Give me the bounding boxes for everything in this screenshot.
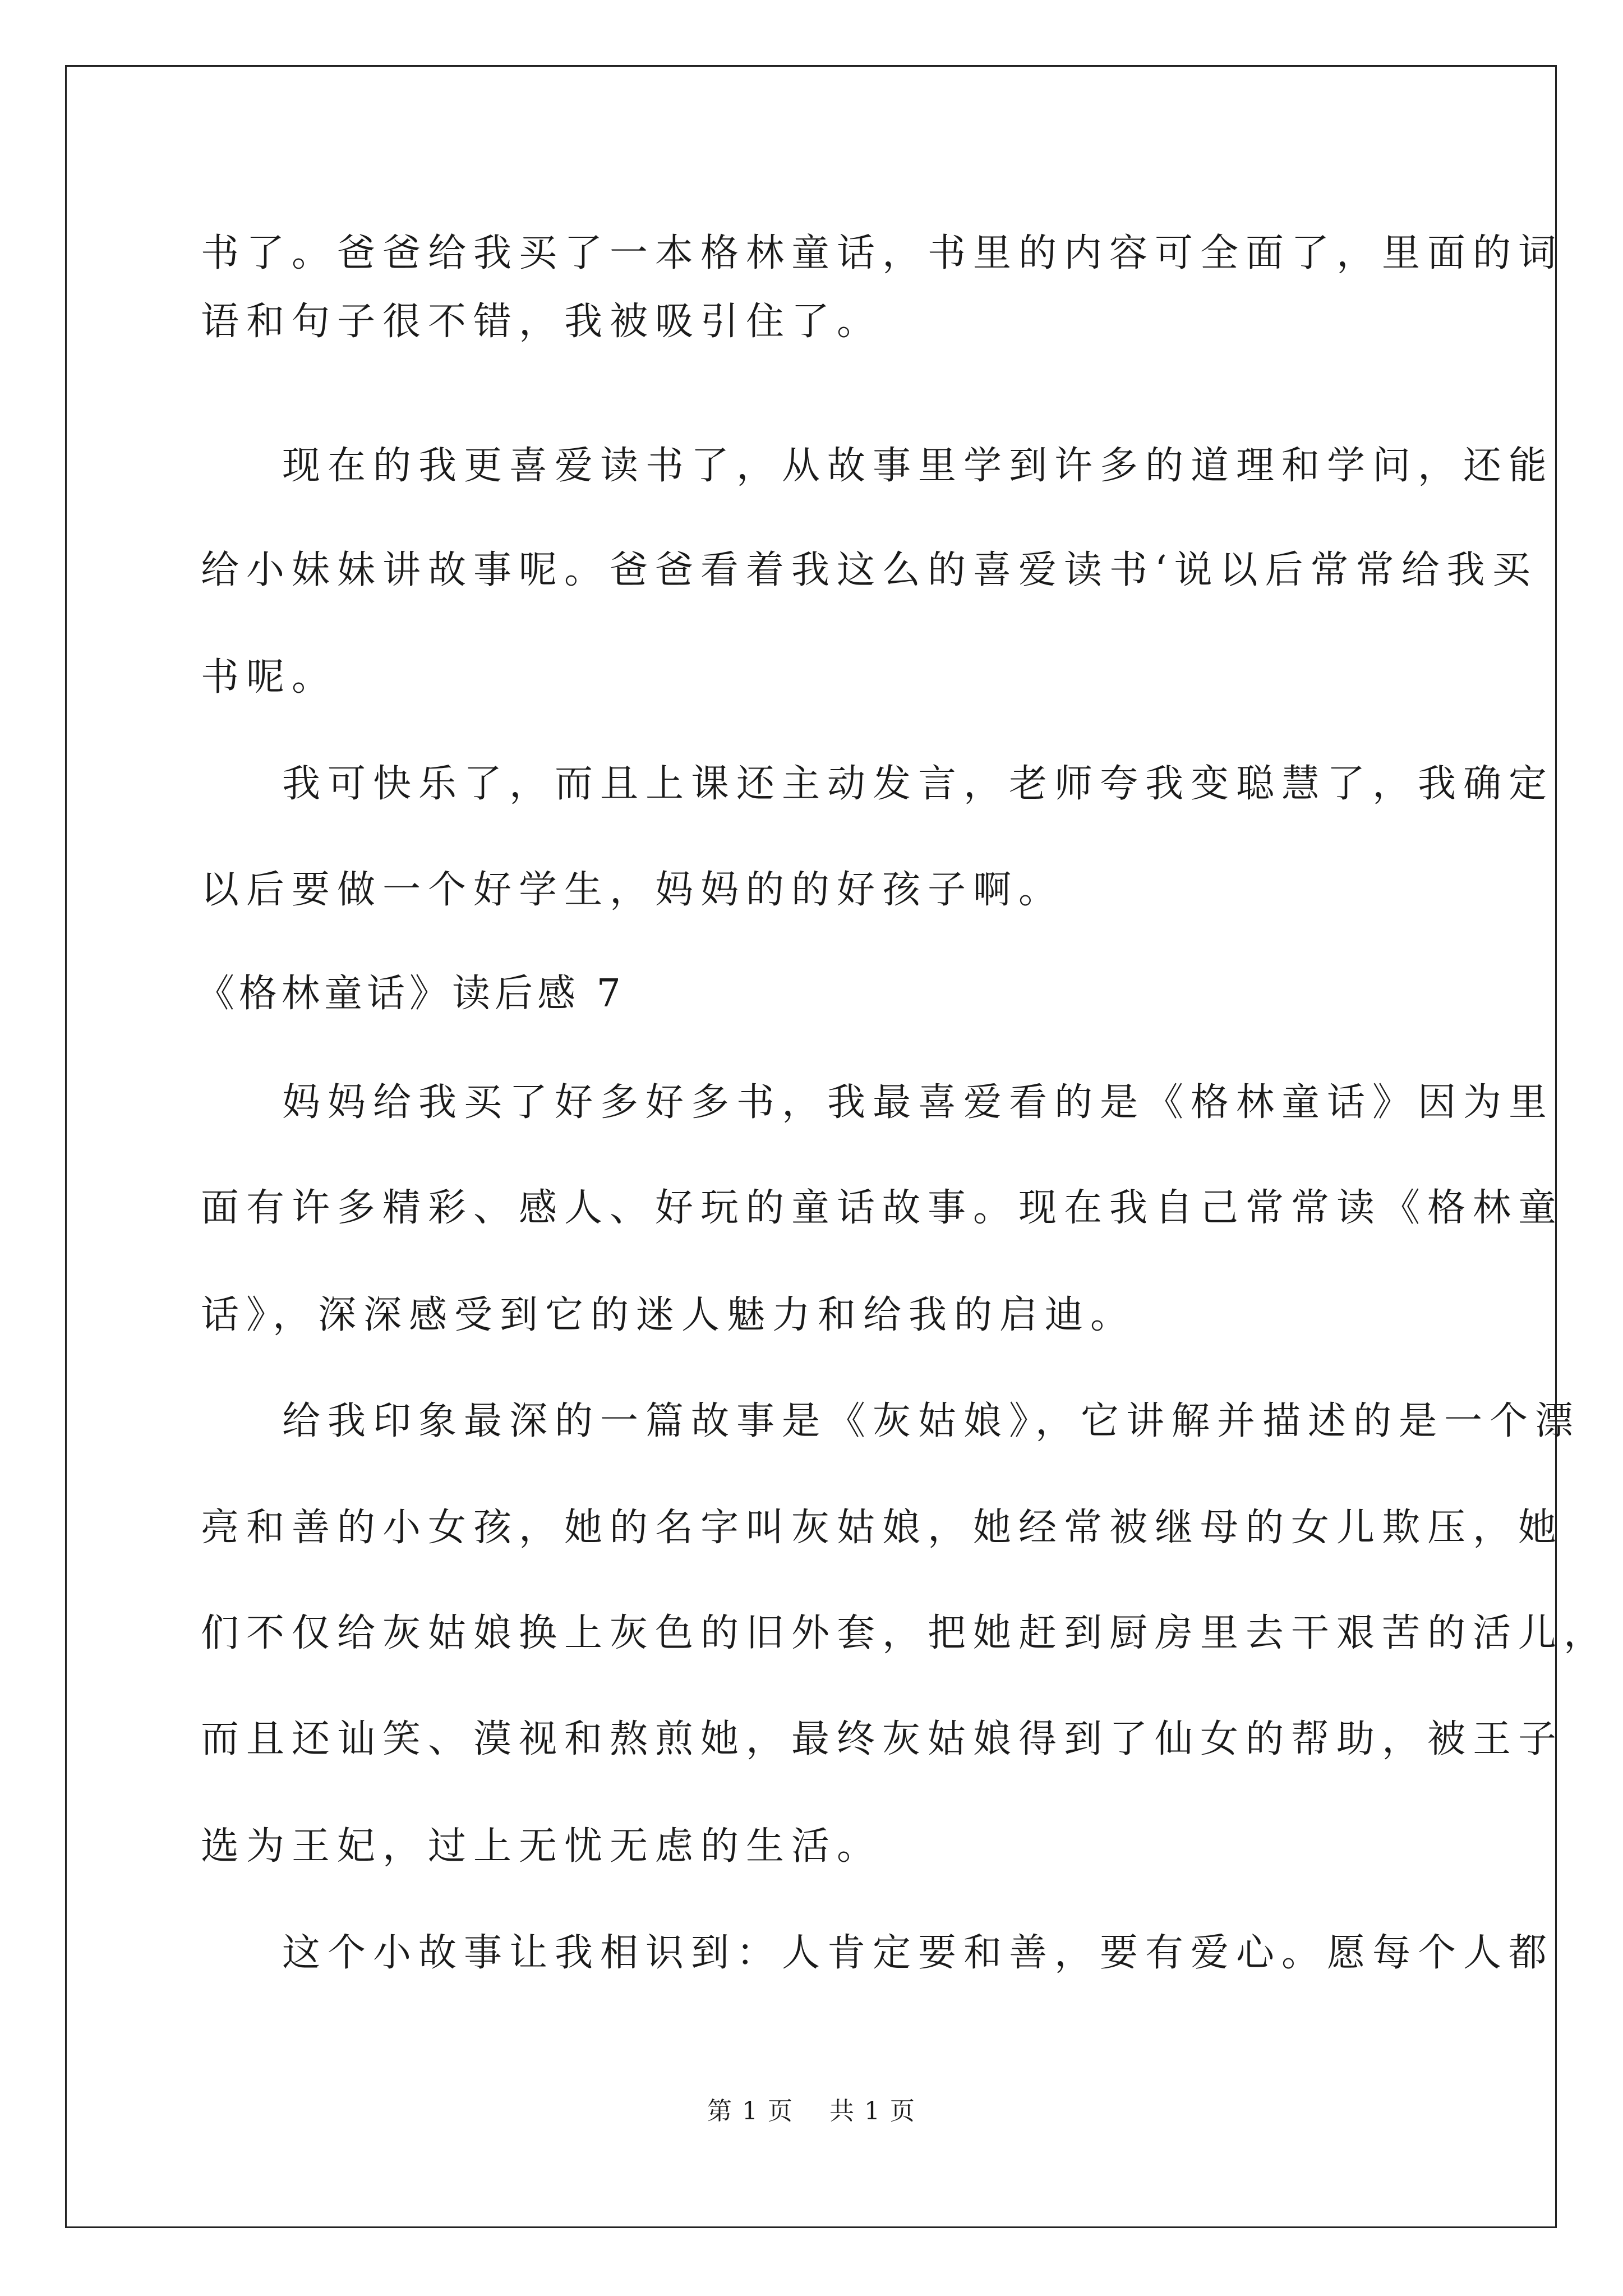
body-text-line: 亮和善的小女孩，她的名字叫灰姑娘，她经常被继母的女儿欺压，她 bbox=[201, 1506, 1564, 1550]
page-footer: 第 1 页 共 1 页 bbox=[707, 2097, 916, 2125]
body-text-line: 们不仅给灰姑娘换上灰色的旧外套，把她赶到厨房里去干艰苦的活儿， bbox=[201, 1611, 1610, 1655]
body-text-line: 我可快乐了，而且上课还主动发言，老师夸我变聪慧了，我确定 bbox=[282, 762, 1555, 806]
body-text-line: 给我印象最深的一篇故事是《灰姑娘》，它讲解并描述的是一个漂 bbox=[282, 1399, 1581, 1443]
body-text-line: 以后要做一个好学生，妈妈的的好孩子啊。 bbox=[201, 868, 1064, 912]
body-text-line: 话》，深深感受到它的迷人魅力和给我的启迪。 bbox=[201, 1293, 1136, 1337]
body-text-line: 妈妈给我买了好多好多书，我最喜爱看的是《格林童话》因为里 bbox=[282, 1080, 1555, 1125]
body-text-line: 这个小故事让我相识到：人肯定要和善，要有爱心。愿每个人都 bbox=[282, 1931, 1555, 1975]
body-text-line: 书呢。 bbox=[201, 655, 338, 700]
body-text-line: 选为王妃，过上无忧无虑的生活。 bbox=[201, 1824, 883, 1869]
body-text-line: 书了。爸爸给我买了一本格林童话，书里的内容可全面了，里面的词 bbox=[201, 231, 1564, 275]
body-text-line: 语和句子很不错，我被吸引住了。 bbox=[201, 300, 883, 344]
page-border bbox=[65, 65, 1557, 2228]
body-text-line: 面有许多精彩、感人、好玩的童话故事。现在我自己常常读《格林童 bbox=[201, 1186, 1564, 1230]
section-heading: 《格林童话》读后感 7 bbox=[196, 972, 625, 1016]
body-text-line: 现在的我更喜爱读书了，从故事里学到许多的道理和学问，还能 bbox=[282, 444, 1555, 488]
body-text-line: 给小妹妹讲故事呢。爸爸看着我这么的喜爱读书‘说以后常常给我买 bbox=[201, 548, 1538, 592]
body-text-line: 而且还讪笑、漠视和熬煎她，最终灰姑娘得到了仙女的帮助，被王子 bbox=[201, 1717, 1564, 1761]
